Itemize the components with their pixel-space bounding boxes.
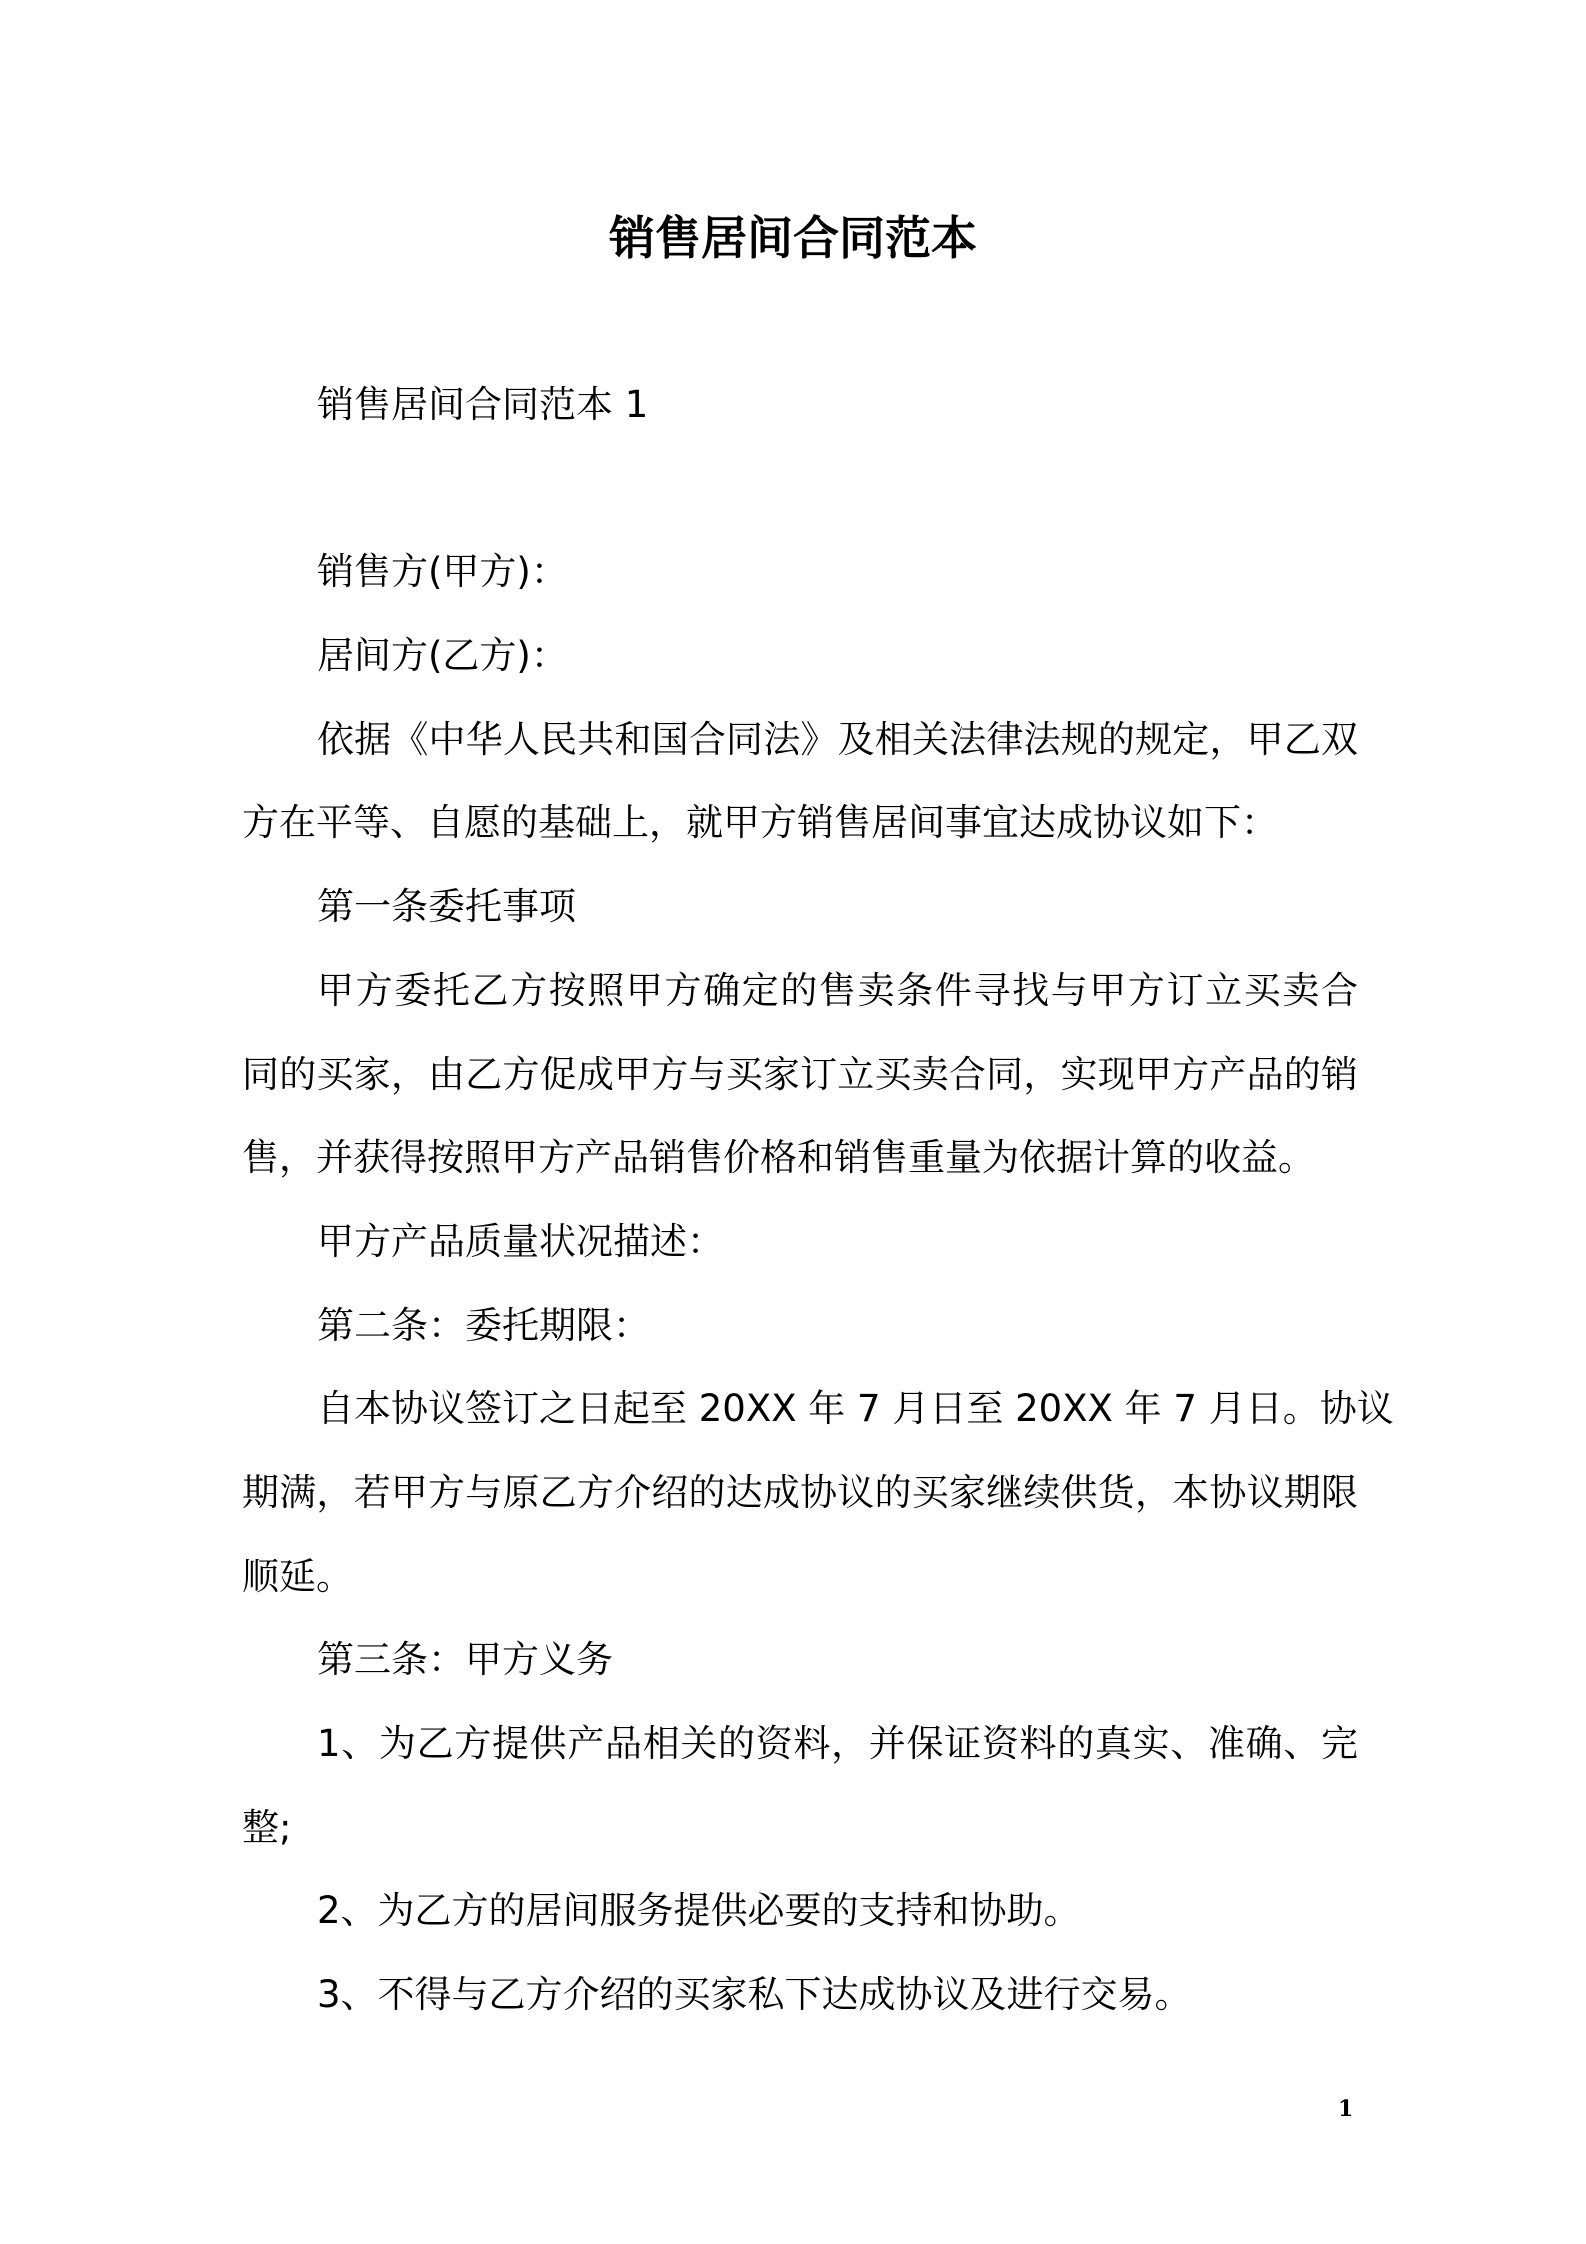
paragraph-line: 售，并获得按照甲方产品销售价格和销售重量为依据计算的收益。 xyxy=(242,1136,1315,1180)
paragraph-line: 方在平等、自愿的基础上，就甲方销售居间事宜达成协议如下： xyxy=(242,801,1278,845)
paragraph-line: 同的买家，由乙方促成甲方与买家订立买卖合同，实现甲方产品的销 xyxy=(242,1052,1358,1096)
list-item-continuation: 整; xyxy=(242,1805,292,1849)
paragraph-line: 顺延。 xyxy=(242,1554,353,1598)
paragraph-line: 自本协议签订之日起至 20XX 年 7 月日至 20XX 年 7 月日。协议 xyxy=(317,1387,1394,1431)
article-heading: 第二条：委托期限： xyxy=(317,1303,650,1347)
article-heading: 第三条：甲方义务 xyxy=(317,1638,613,1682)
list-item: 2、为乙方的居间服务提供必要的支持和协助。 xyxy=(317,1889,1081,1933)
paragraph-line: 甲方产品质量状况描述： xyxy=(317,1219,724,1263)
page-number: 1 xyxy=(1338,2096,1354,2122)
spacer xyxy=(242,447,1358,531)
list-item: 1、为乙方提供产品相关的资料，并保证资料的真实、准确、完 xyxy=(317,1722,1358,1765)
document-title: 销售居间合同范本 xyxy=(609,211,977,265)
paragraph-line: 依据《中华人民共和国合同法》及相关法律法规的规定，甲乙双 xyxy=(317,717,1358,761)
document-body xyxy=(242,363,1394,2037)
party-b-line: 居间方(乙方)： xyxy=(317,634,568,678)
party-a-line: 销售方(甲方)： xyxy=(317,550,568,594)
article-heading: 第一条委托事项 xyxy=(317,885,576,929)
section-heading: 销售居间合同范本 1 xyxy=(317,383,649,426)
list-item: 3、不得与乙方介绍的买家私下达成协议及进行交易。 xyxy=(317,1973,1192,2017)
paragraph-line: 甲方委托乙方按照甲方确定的售卖条件寻找与甲方订立买卖合 xyxy=(317,968,1358,1012)
paragraph-line: 期满，若甲方与原乙方介绍的达成协议的买家继续供货，本协议期限 xyxy=(242,1470,1358,1514)
